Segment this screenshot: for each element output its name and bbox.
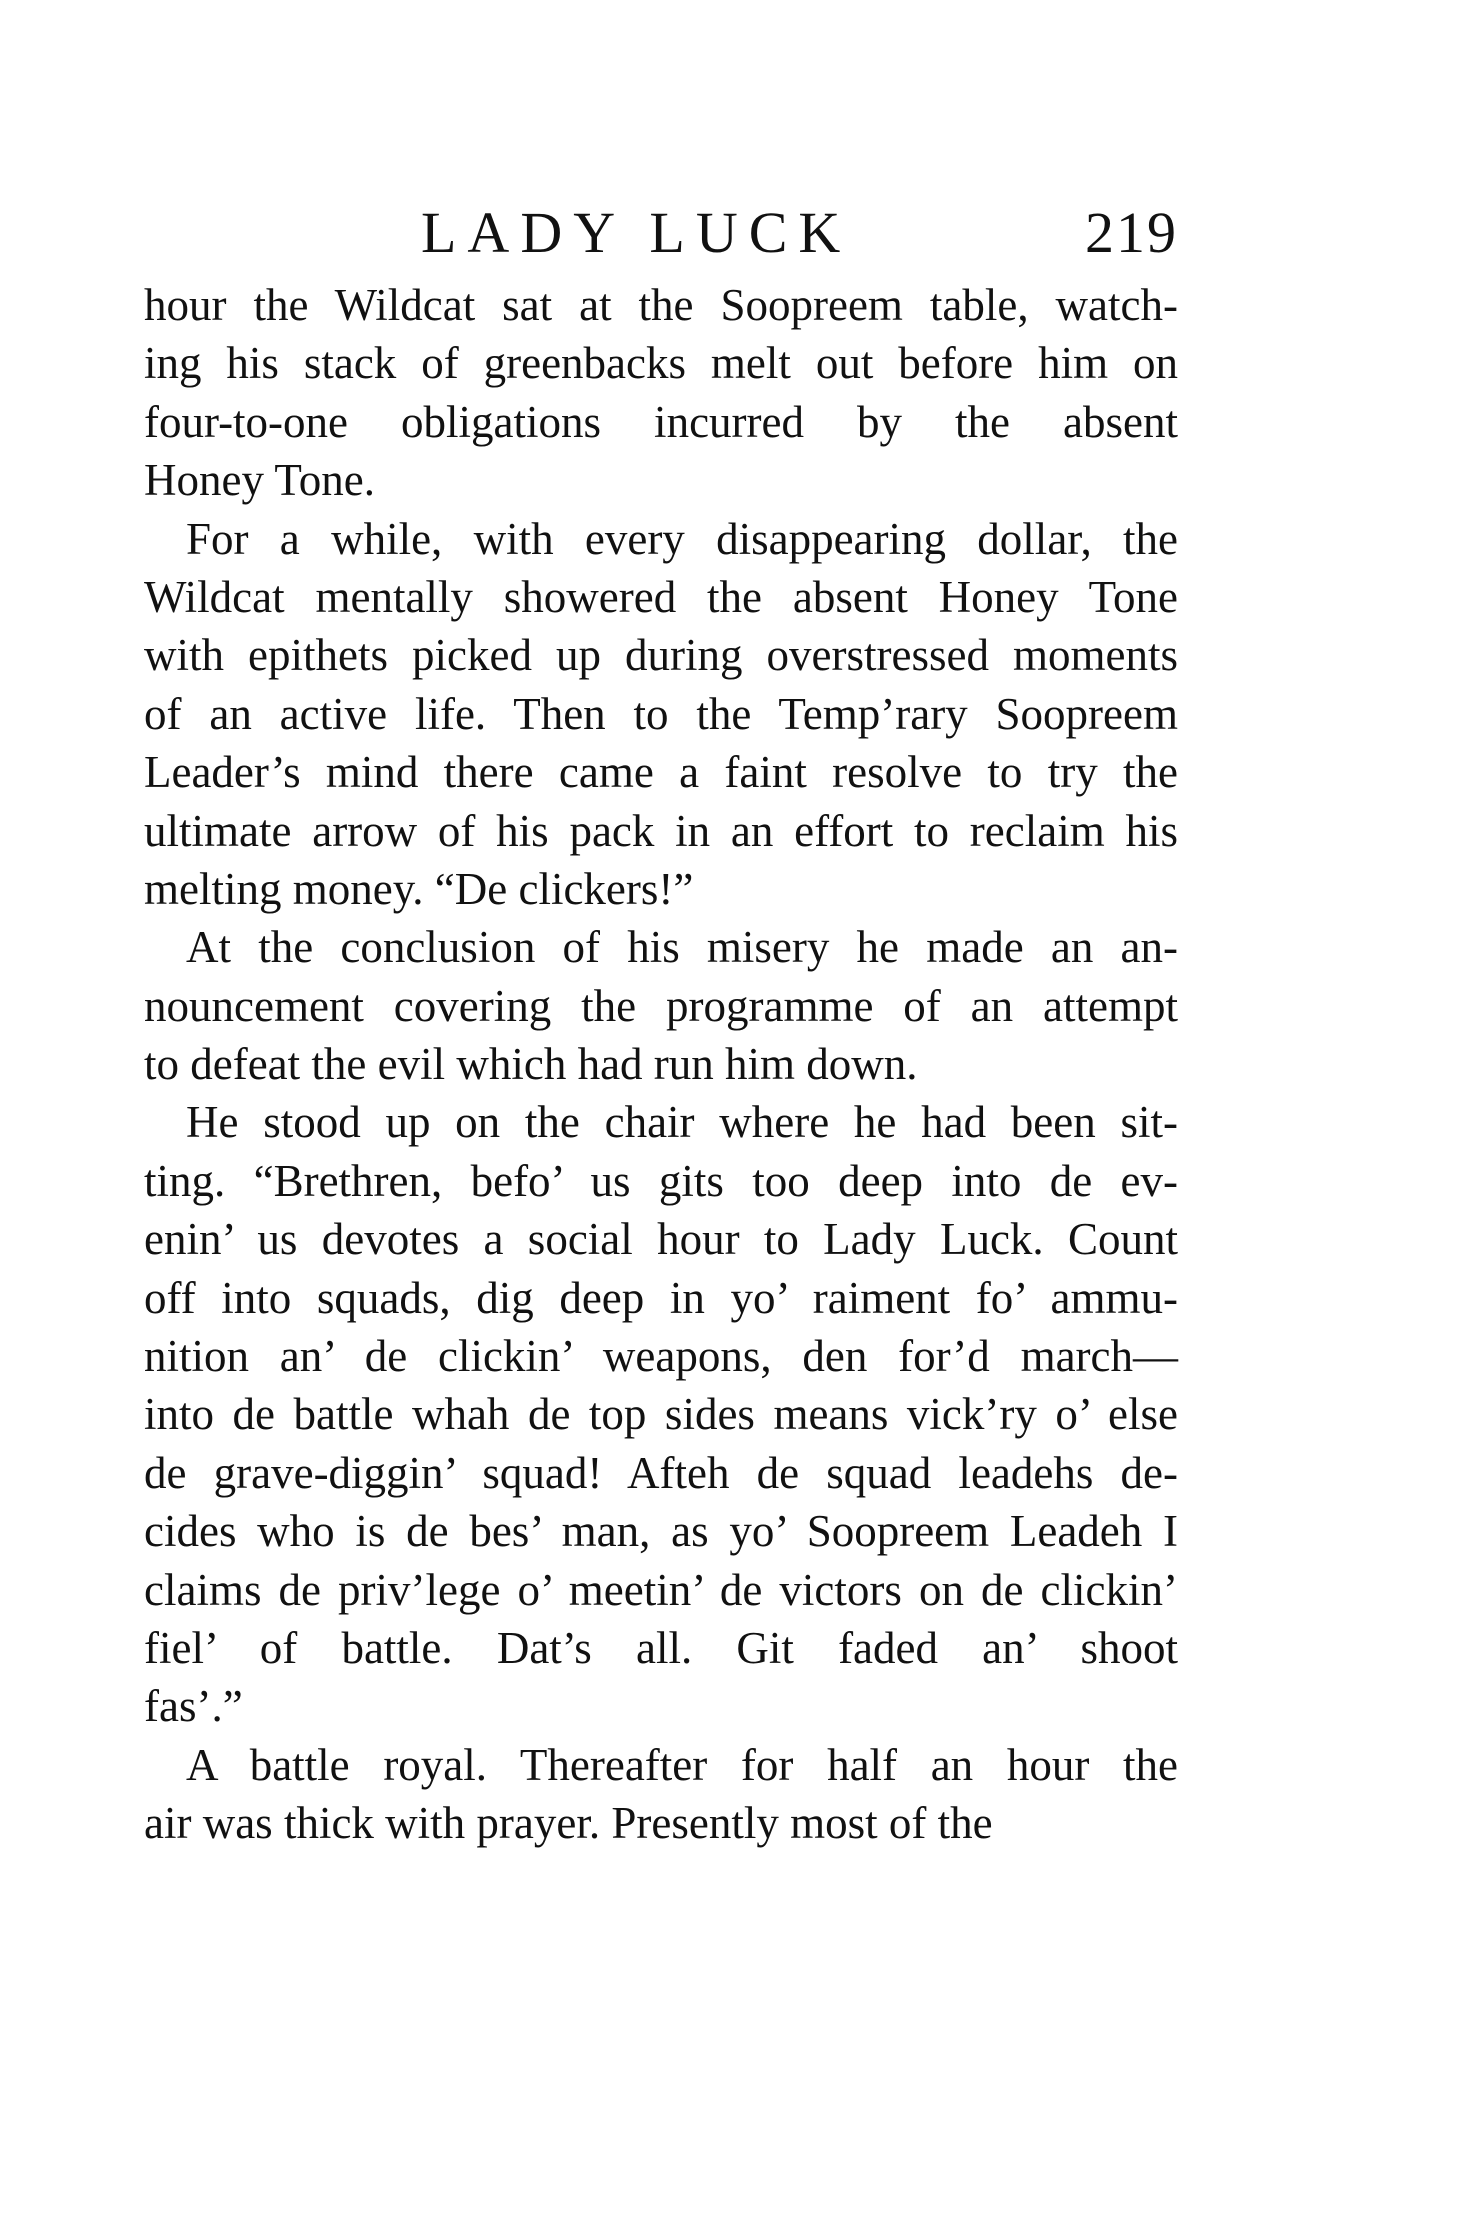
page-number: 219 [1085, 200, 1178, 265]
text-line: At the conclusion of his misery he made an an- [186, 922, 1178, 973]
paragraph [144, 510, 1178, 919]
text-line: ing his stack of greenbacks melt out before him on [144, 338, 1178, 389]
text-line: melting money. “De clickers!” [144, 863, 694, 914]
text-line: hour the Wildcat sat at the Soopreem table, watch- [144, 280, 1178, 330]
text-line: air was thick with prayer. Presently most of the [144, 1798, 993, 1849]
text-line: fas’.” [144, 1681, 243, 1732]
text-line: nition an’ de clickin’ weapons, den for’d march— [144, 1331, 1178, 1382]
running-head [138, 193, 1178, 273]
text-line: claims de priv’lege o’ meetin’ de victors on de clickin’ [144, 1564, 1178, 1615]
text-line: enin’ us devotes a social hour to Lady Luck. Count [144, 1214, 1178, 1265]
paragraph [144, 276, 1178, 510]
text-line: Wildcat mentally showered the absent Honey Tone [144, 571, 1178, 622]
text-line: A battle royal. Thereafter for half an hour the [186, 1739, 1178, 1790]
text-line: ultimate arrow of his pack in an effort to reclaim his [144, 805, 1178, 856]
text-line: Leader’s mind there came a faint resolve to try the [144, 747, 1178, 798]
text-line: Honey Tone. [144, 455, 375, 506]
text-line: fiel’ of battle. Dat’s all. Git faded an’ shoot [144, 1622, 1178, 1673]
text-line: four-to-one obligations incurred by the absent [144, 396, 1178, 447]
running-title: LADY LUCK [421, 200, 852, 265]
text-line: with epithets picked up during overstressed moments [144, 630, 1178, 681]
paragraph [144, 918, 1178, 1093]
text-line: nouncement covering the programme of an attempt [144, 980, 1178, 1031]
paragraph [144, 1093, 1178, 1735]
paragraph [144, 1736, 1178, 1853]
text-line: He stood up on the chair where he had been sit- [186, 1097, 1178, 1148]
text-line: of an active life. Then to the Temp’rary Soopreem [144, 688, 1178, 739]
text-line: de grave-diggin’ squad! Afteh de squad leadehs de- [144, 1447, 1178, 1498]
body-text [144, 276, 1178, 1853]
text-line: into de battle whah de top sides means vick’ry o’ else [144, 1389, 1178, 1440]
text-line: ting. “Brethren, befo’ us gits too deep into de ev- [144, 1155, 1178, 1206]
text-line: For a while, with every disappearing dollar, the [186, 513, 1178, 564]
text-line: cides who is de bes’ man, as yo’ Soopreem Leadeh I [144, 1506, 1178, 1557]
text-line: to defeat the evil which had run him down. [144, 1039, 918, 1090]
text-line: off into squads, dig deep in yo’ raiment fo’ ammu- [144, 1272, 1178, 1323]
